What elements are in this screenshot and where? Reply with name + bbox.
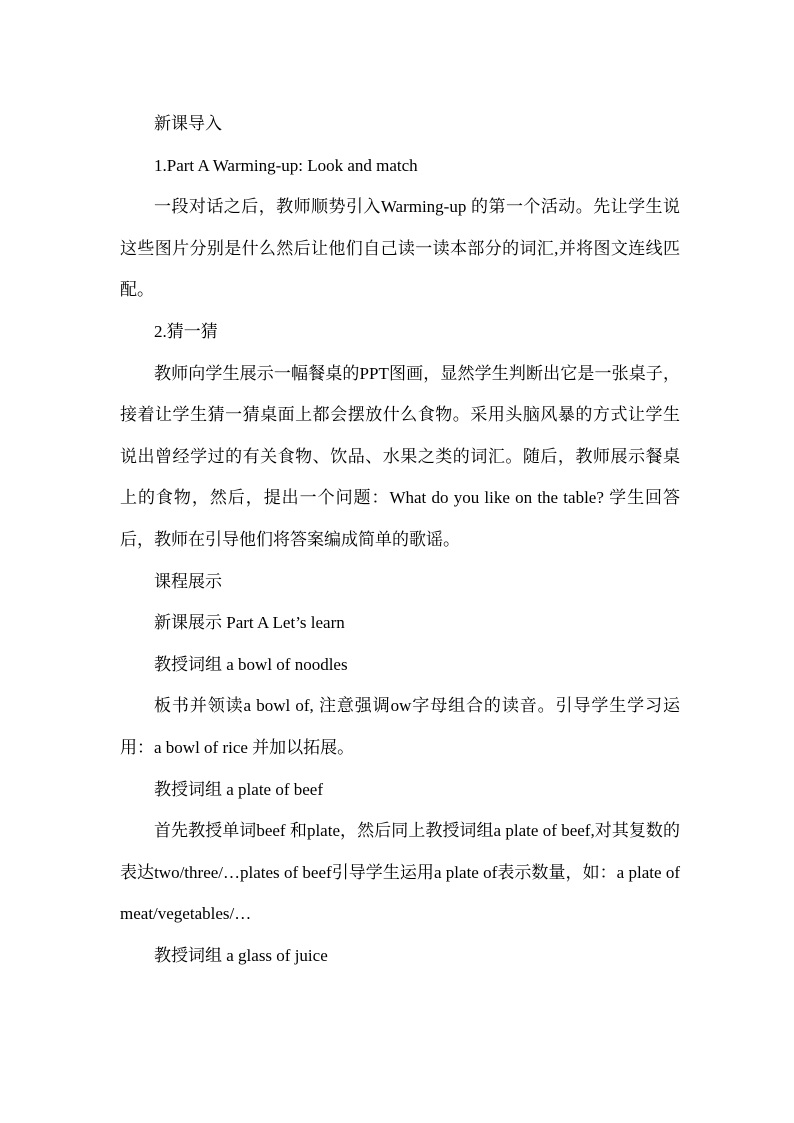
paragraph-warming-up: 一段对话之后，教师顺势引入Warming-up 的第一个活动。先让学生说这些图片分别是什么然后让他们自己读一读本部分的词汇,并将图文连线匹配。 (120, 197, 680, 300)
heading-new-lesson-intro: 新课导入 (154, 114, 222, 133)
paragraph-plate-of: 首先教授单词beef 和plate，然后同上教授词组a plate of beef,对其复数的表达two/three/…plates of beef引导学生运用a plate of表示数量，如：a plate of meat/vegetables/… (120, 821, 685, 924)
heading-lets-learn: 新课展示 Part A Let’s learn (154, 613, 345, 633)
heading-plate-of-beef: 教授词组 a plate of beef (154, 779, 323, 799)
paragraph-guess: 教师向学生展示一幅餐桌的PPT图画，显然学生判断出它是一张桌子，接着让学生猜一猜桌面上都会摆放什么食物。采用头脑风暴的方式让学生说出曾经学过的有关食物、饮品、水果之类的词汇。随后，教师展示餐桌上的食物，然后，提出一个问题：What do you like on the table? 学生回答后，教师在引导他们将答案编成简单的歌谣。 (120, 363, 680, 549)
heading-warming-up: 1.Part A Warming-up: Look and match (154, 155, 418, 175)
heading-bowl-of-noodles: 教授词组 a bowl of noodles (154, 654, 348, 674)
heading-guess: 2.猜一猜 (154, 321, 218, 341)
paragraph-bowl-of: 板书并领读a bowl of, 注意强调ow字母组合的读音。引导学生学习运用：a bowl of rice 并加以拓展。 (120, 696, 680, 757)
heading-course-display: 课程展示 (154, 571, 222, 591)
document-body (120, 103, 685, 976)
heading-glass-of-juice: 教授词组 a glass of juice (154, 945, 328, 965)
